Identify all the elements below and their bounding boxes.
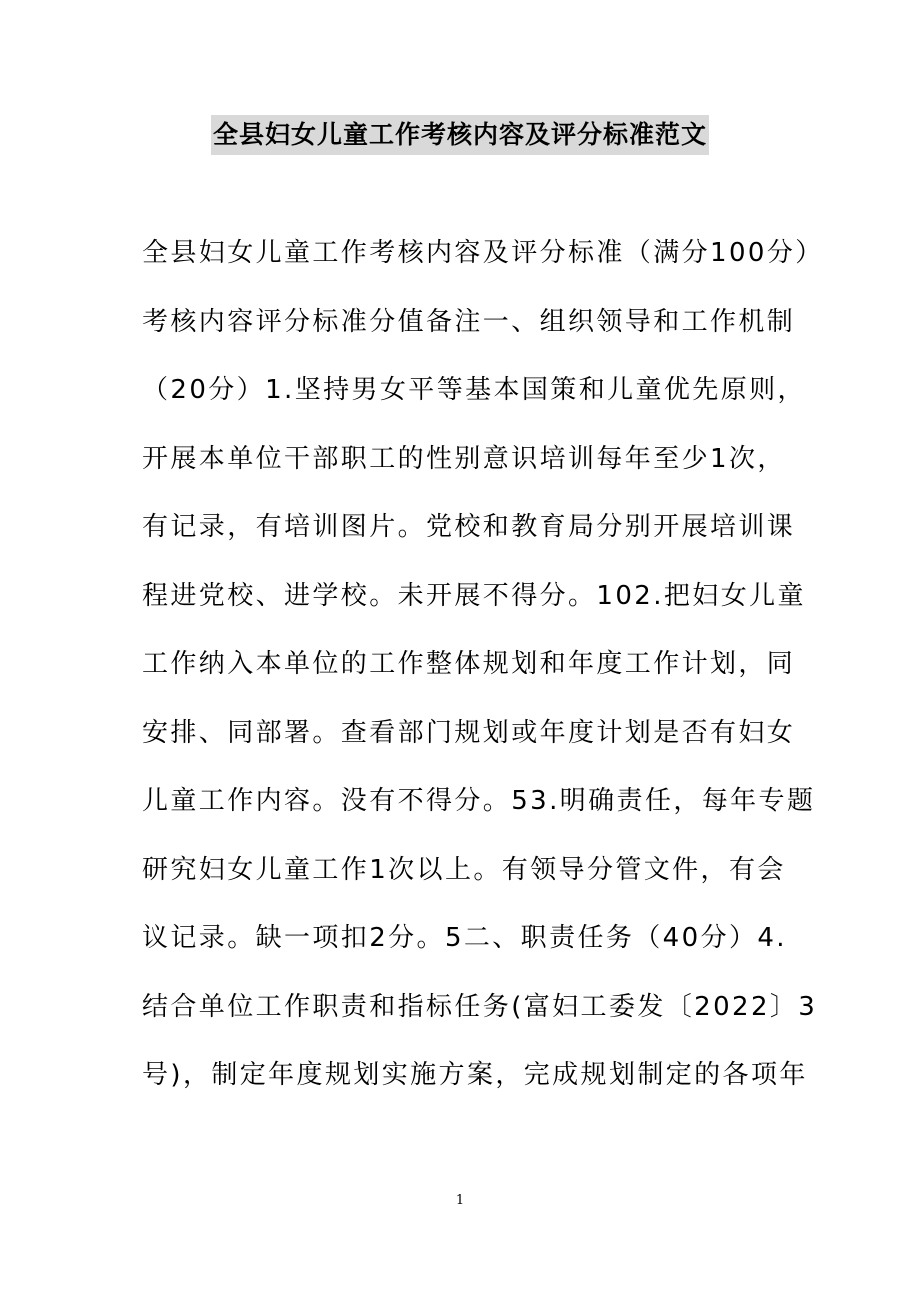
- title-container: [0, 115, 920, 155]
- body-line: 全县妇女儿童工作考核内容及评分标准（满分100分）: [142, 238, 824, 268]
- body-line: 结合单位工作职责和指标任务(富妇工委发〔2022〕3: [142, 991, 818, 1022]
- body-line: 儿童工作内容。没有不得分。53.明确责任，每年专题: [142, 786, 816, 816]
- body-line: （20分）1.坚持男女平等基本国策和儿童优先原则，: [142, 375, 806, 405]
- document-body: [142, 227, 824, 1118]
- body-line: 程进党校、进学校。未开展不得分。102.把妇女儿童: [142, 580, 806, 611]
- document-title: 全县妇女儿童工作考核内容及评分标准范文: [211, 115, 709, 155]
- body-line: 开展本单位干部职工的性别意识培训每年至少1次，: [142, 443, 786, 474]
- body-line: 号)，制定年度规划实施方案，完成规划制定的各项年: [142, 1060, 808, 1090]
- body-line: 安排、同部署。查看部门规划或年度计划是否有妇女: [142, 717, 796, 748]
- body-line: 考核内容评分标准分值备注一、组织领导和工作机制: [142, 306, 796, 337]
- body-line: 议记录。缺一项扣2分。5二、职责任务（40分）4.: [142, 923, 787, 953]
- body-line: 工作纳入本单位的工作整体规划和年度工作计划，同: [142, 649, 796, 679]
- body-line: 有记录，有培训图片。党校和教育局分别开展培训课: [142, 512, 796, 542]
- body-line: 研究妇女儿童工作1次以上。有领导分管文件，有会: [142, 854, 786, 885]
- page-number: 1: [455, 1193, 465, 1208]
